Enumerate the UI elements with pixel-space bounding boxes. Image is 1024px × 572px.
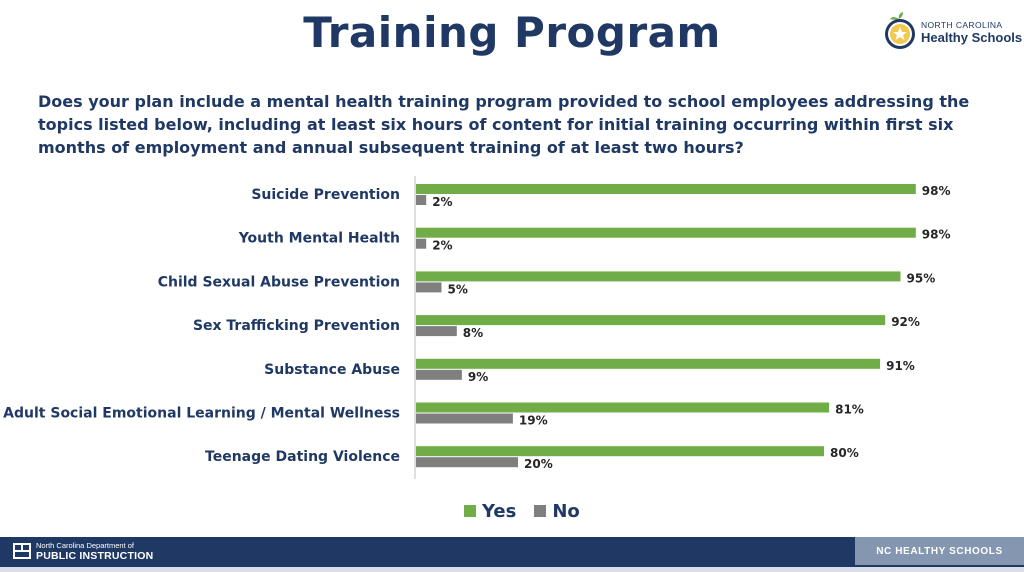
- bar-yes-teenage-dating-violence: [416, 446, 824, 456]
- category-label-child-sexual-abuse-prevention: Child Sexual Abuse Prevention: [157, 274, 400, 291]
- dpi-line-1: North Carolina Department of: [36, 541, 134, 550]
- bar-yes-youth-mental-health: [416, 228, 916, 238]
- bar-no-substance-abuse: [416, 370, 462, 380]
- data-label-yes-adult-social-emotional-learning-mental-wellness: 81%: [835, 402, 864, 417]
- dpi-seal-icon: [12, 541, 32, 561]
- bar-no-teenage-dating-violence: [416, 457, 518, 467]
- bar-yes-adult-social-emotional-learning-mental-wellness: [416, 403, 829, 413]
- category-label-teenage-dating-violence: Teenage Dating Violence: [205, 449, 400, 466]
- data-label-yes-substance-abuse: 91%: [886, 358, 915, 373]
- data-label-no-child-sexual-abuse-prevention: 5%: [447, 282, 468, 297]
- category-label-substance-abuse: Substance Abuse: [264, 361, 400, 378]
- bar-no-adult-social-emotional-learning-mental-wellness: [416, 414, 513, 424]
- bar-no-sex-trafficking-prevention: [416, 326, 457, 336]
- logo-line-1: NORTH CAROLINA: [921, 20, 1003, 30]
- data-label-no-adult-social-emotional-learning-mental-wellness: 19%: [518, 413, 548, 428]
- category-label-adult-social-emotional-learning-mental-wellness: Adult Social Emotional Learning / Mental Wellness: [3, 405, 400, 422]
- data-label-no-suicide-prevention: 2%: [432, 195, 453, 209]
- data-label-yes-suicide-prevention: 98%: [921, 184, 951, 198]
- data-label-no-youth-mental-health: 2%: [432, 238, 453, 253]
- bar-no-youth-mental-health: [416, 239, 426, 249]
- data-label-no-substance-abuse: 9%: [467, 369, 489, 384]
- nc-healthy-schools-tag: NC HEALTHY SCHOOLS: [855, 537, 1024, 565]
- legend-item-yes: [464, 501, 516, 522]
- footer-strip: [0, 567, 1024, 572]
- bar-yes-substance-abuse: [416, 359, 880, 369]
- apple-star-icon: [883, 12, 917, 50]
- legend-swatch-no: [534, 505, 546, 517]
- dpi-line-2: PUBLIC INSTRUCTION: [36, 550, 154, 562]
- category-label-suicide-prevention: Suicide Prevention: [251, 187, 400, 203]
- category-label-youth-mental-health: Youth Mental Health: [238, 230, 400, 247]
- legend-swatch-yes: [464, 505, 476, 517]
- bar-chart: [0, 176, 1024, 486]
- bar-yes-child-sexual-abuse-prevention: [416, 271, 901, 281]
- nc-healthy-schools-logo: [883, 8, 1023, 52]
- chart-legend: [464, 500, 598, 522]
- survey-question: Does your plan include a mental health training program provided to school employees addressing the topics listed below, including at least six hours of content for initial training occurring within first six months of employment and annual subsequent training of at least two hours?: [38, 92, 970, 157]
- data-label-no-teenage-dating-violence: 20%: [524, 457, 553, 472]
- legend-label-yes: Yes: [482, 500, 517, 522]
- page-title: Training Program: [303, 8, 721, 57]
- logo-line-2: Healthy Schools: [921, 30, 1023, 45]
- legend-label-no: No: [552, 500, 580, 522]
- data-label-yes-sex-trafficking-prevention: 92%: [891, 315, 920, 330]
- data-label-yes-teenage-dating-violence: 80%: [830, 446, 859, 461]
- legend-item-no: [534, 501, 579, 522]
- category-label-sex-trafficking-prevention: Sex Trafficking Prevention: [192, 318, 400, 335]
- data-label-no-sex-trafficking-prevention: 8%: [462, 326, 484, 341]
- bar-yes-sex-trafficking-prevention: [416, 315, 885, 325]
- data-label-yes-youth-mental-health: 98%: [921, 227, 951, 242]
- data-label-yes-child-sexual-abuse-prevention: 95%: [906, 271, 936, 286]
- bar-yes-suicide-prevention: [416, 184, 916, 194]
- bar-no-child-sexual-abuse-prevention: [416, 282, 442, 292]
- bar-no-suicide-prevention: [416, 195, 426, 205]
